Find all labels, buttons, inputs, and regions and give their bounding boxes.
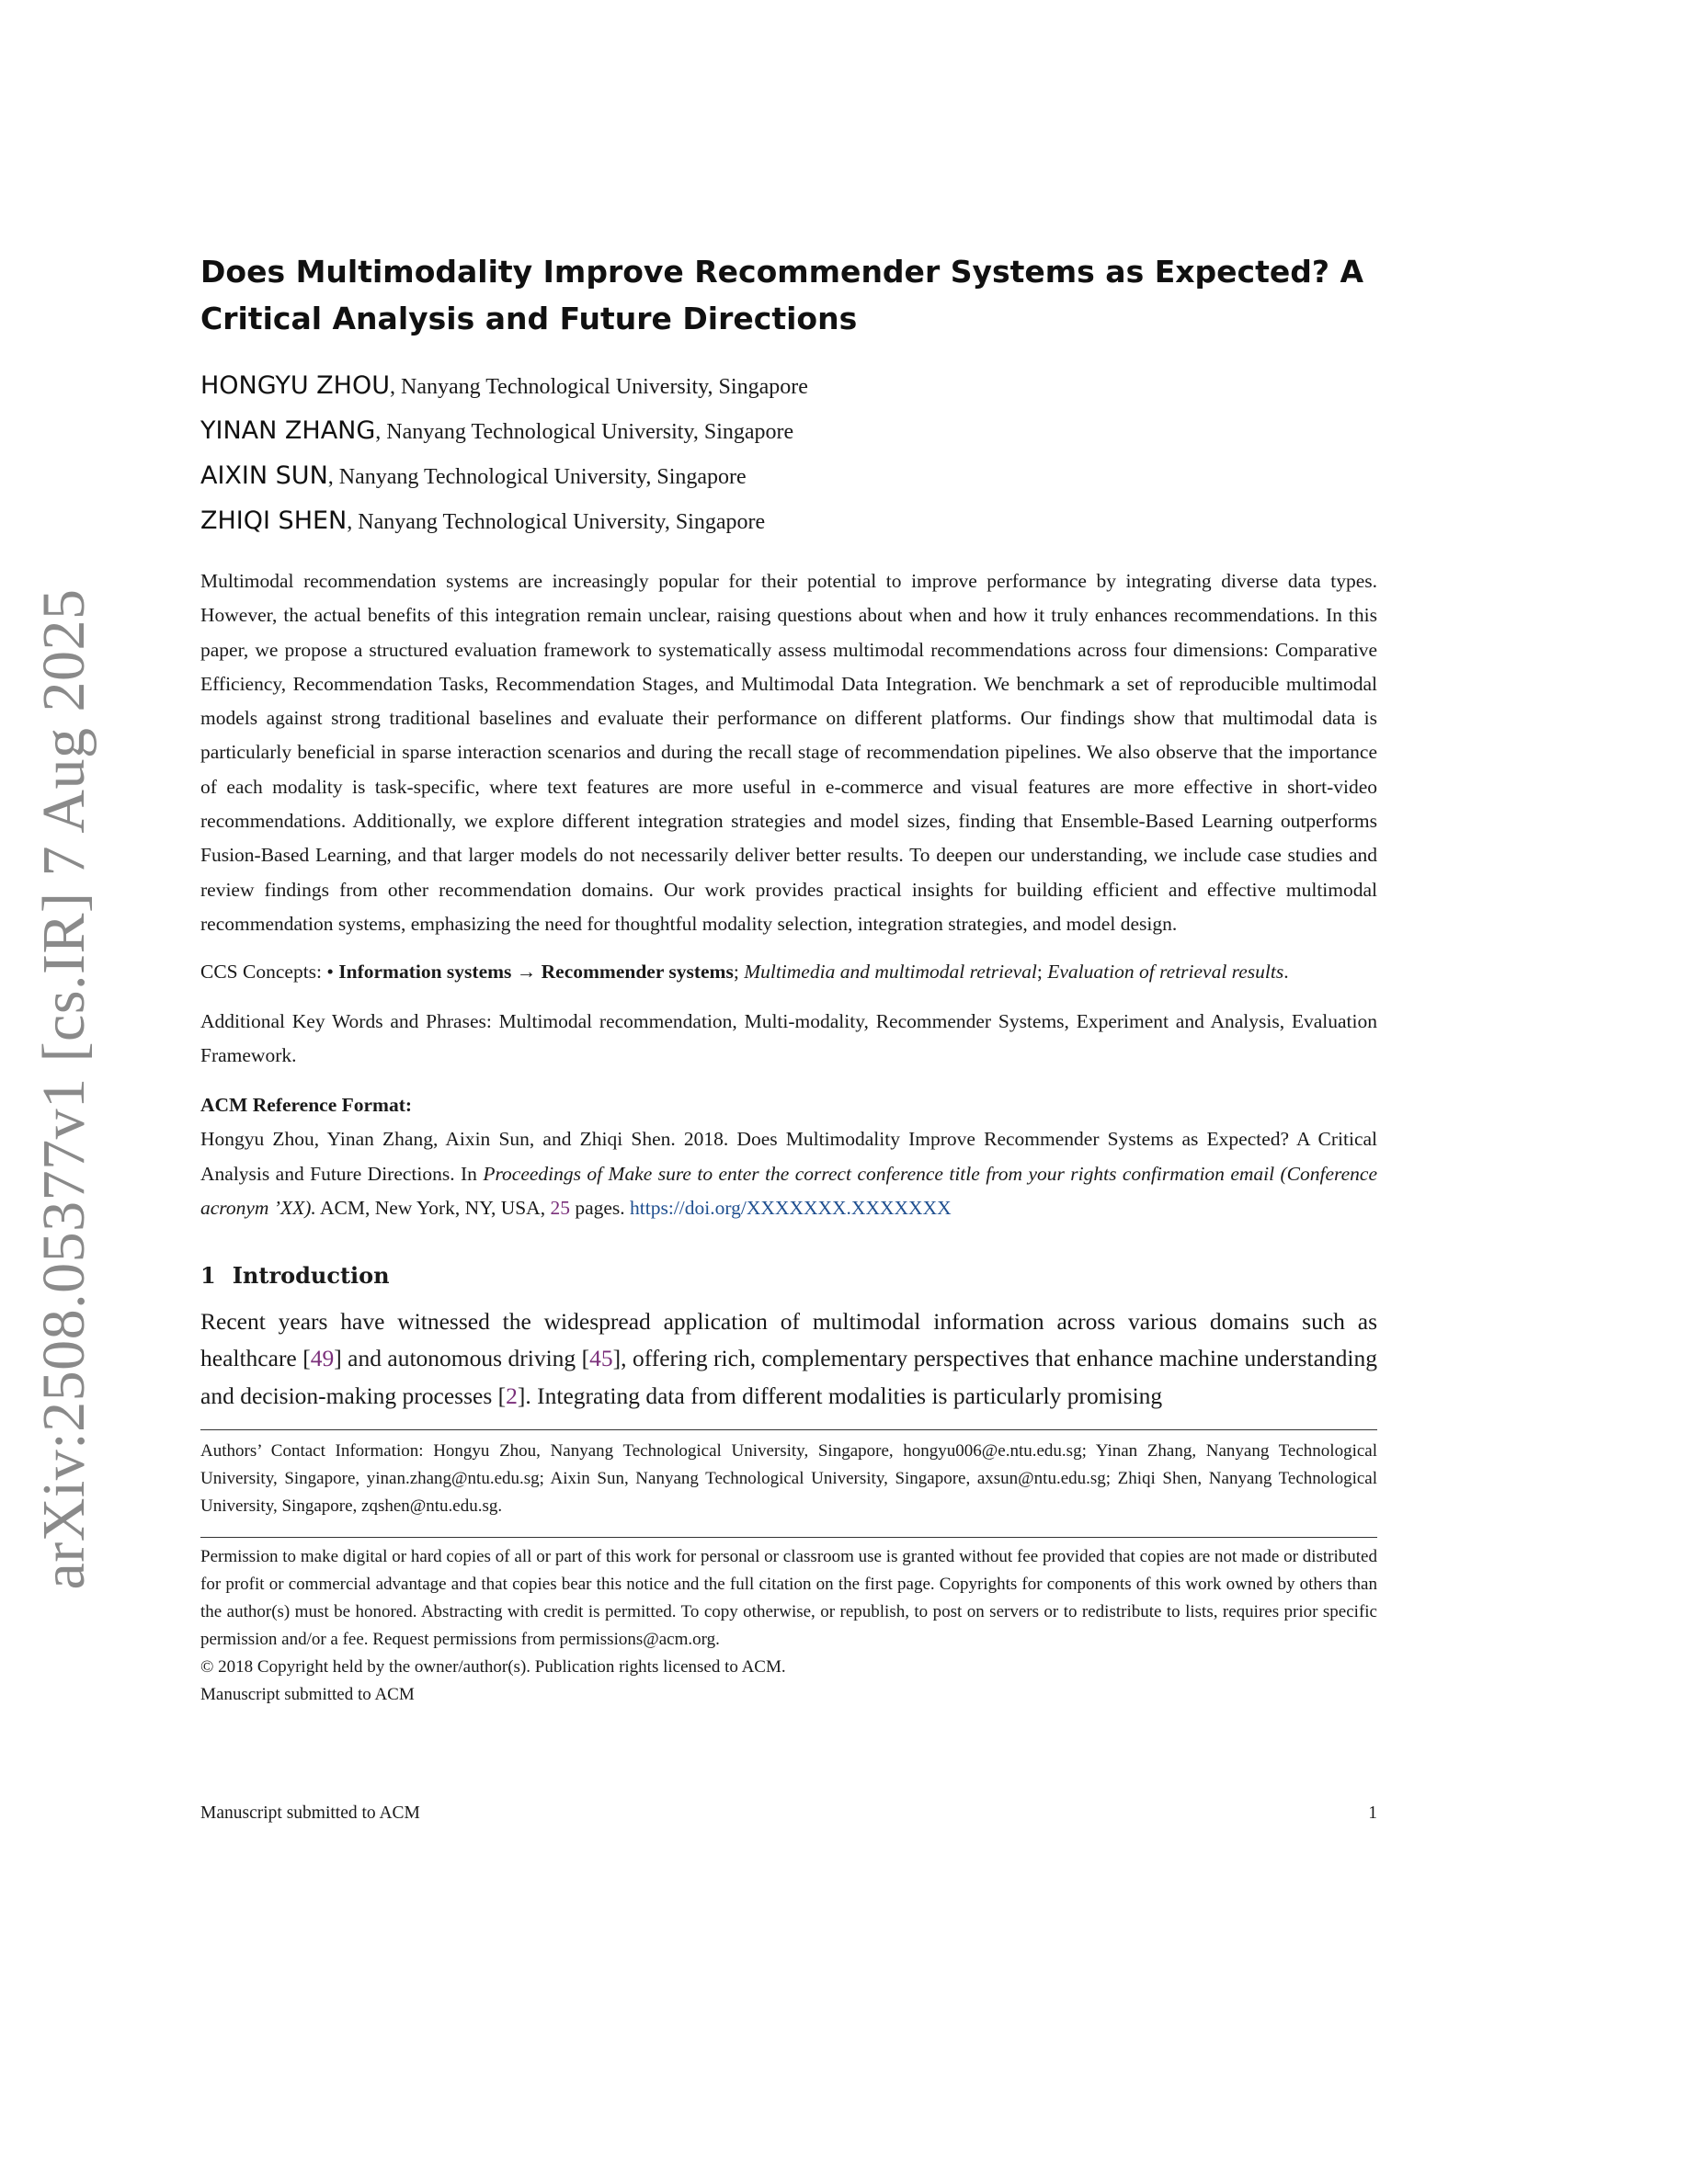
intro-paragraph — [200, 1303, 1377, 1416]
footer-left-text: Manuscript submitted to ACM — [200, 1803, 420, 1823]
footnote-divider — [200, 1537, 1377, 1538]
author-affiliation: , Nanyang Technological University, Singapore — [347, 510, 766, 534]
acm-reference-venue: Proceedings of Make sure to enter the correct conference title from your rights confirmation email (Conference acronym ’XX). — [200, 1162, 1377, 1220]
author-name: HONGYU ZHOU — [200, 371, 390, 400]
ccs-concept-1: Information systems — [338, 961, 512, 984]
ccs-arrow: → — [511, 961, 542, 984]
acm-reference-heading: ACM Reference Format: — [200, 1094, 413, 1117]
doi-link[interactable]: https://doi.org/XXXXXXX.XXXXXXX — [630, 1197, 952, 1220]
ccs-separator: ; — [733, 961, 745, 984]
acm-reference-text: pages. — [569, 1197, 631, 1220]
copyright-line: © 2018 Copyright held by the owner/author(s). Publication rights licensed to ACM. — [200, 1657, 786, 1678]
page-count-link[interactable]: 25 — [550, 1197, 570, 1220]
author-contact-footnote: Authors’ Contact Information: Hongyu Zhou, Nanyang Technological University, Singapore, hongyu006@e.ntu.edu.sg; Yinan Zhang, Nanyang Technological University, Singapore, yinan.zhang@ntu.edu.sg; Aixin Sun, Nanyang Technological University, Singapore, axsun@ntu.edu.sg; Zhiqi Shen, Nanyang Technological University, Singapore, zqshen@ntu.edu.sg. — [200, 1441, 1377, 1517]
arxiv-stamp: arXiv:2508.05377v1 [cs.IR] 7 Aug 2025 — [30, 588, 97, 1590]
citation-link[interactable]: 2 — [506, 1382, 518, 1409]
intro-text: Recent years have witnessed the widespread application of multimodal information across various domains such as healthcare [ — [200, 1307, 1377, 1372]
ccs-end: . — [1283, 961, 1289, 984]
paper-title: Does Multimodality Improve Recommender Systems as Expected? A Critical Analysis and Future Directions — [200, 254, 1364, 336]
author-affiliation: , Nanyang Technological University, Singapore — [327, 465, 747, 489]
intro-text: ], offering rich, complementary perspectives that enhance machine understanding and decision-making processes [ — [200, 1345, 1378, 1409]
section-number: 1 — [200, 1261, 216, 1289]
author-list — [200, 364, 1377, 544]
author-name: YINAN ZHANG — [200, 416, 376, 445]
manuscript-line: Manuscript submitted to ACM — [200, 1685, 415, 1705]
intro-text: ] and autonomous driving [ — [334, 1345, 590, 1372]
keywords: Additional Key Words and Phrases: Multimodal recommendation, Multi-modality, Recommender Systems, Experiment and Analysis, Evaluation Framework. — [200, 1010, 1377, 1067]
author-entry — [200, 364, 1377, 409]
intro-text: ]. Integrating data from different modalities is particularly promising — [517, 1382, 1163, 1409]
author-name: ZHIQI SHEN — [200, 506, 348, 535]
paper-page — [200, 248, 1377, 1709]
acm-reference — [200, 1122, 1377, 1226]
ccs-concept-4: Evaluation of retrieval results — [1047, 961, 1284, 984]
acm-reference-text: Hongyu Zhou, Yinan Zhang, Aixin Sun, and Zhiqi Shen. 2018. Does Multimodality Improve Recommender Systems as Expected? A Critical Analysis and Future Directions. In — [200, 1128, 1377, 1185]
ccs-concept-2: Recommender systems — [541, 961, 734, 984]
ccs-prefix: CCS Concepts: • — [200, 961, 339, 984]
author-name: AIXIN SUN — [200, 461, 328, 490]
author-entry — [200, 409, 1377, 454]
author-affiliation: , Nanyang Technological University, Singapore — [389, 375, 808, 399]
abstract: Multimodal recommendation systems are increasingly popular for their potential to improve performance by integrating diverse data types. However, the actual benefits of this integration remain unclear, raising questions about when and how it truly enhances recommendations. In this paper, we propose a structured evaluation framework to systematically assess multimodal recommendations across four dimensions: Comparative Efficiency, Recommendation Tasks, Recommendation Stages, and Multimodal Data Integration. We benchmark a set of reproducible multimodal models against strong traditional baselines and evaluate their performance on different platforms. Our findings show that multimodal data is particularly beneficial in sparse interaction scenarios and during the recall stage of recommendation pipelines. We also observe that the importance of each modality is task-specific, where text features are more useful in e-commerce and visual features are more effective in short-video recommendations. Additionally, we explore different integration strategies and model sizes, finding that Ensemble-Based Learning outperforms Fusion-Based Learning, and that larger models do not necessarily deliver better results. To deepen our understanding, we include case studies and review findings from other recommendation domains. Our work provides practical insights for building efficient and effective multimodal recommendation systems, emphasizing the need for thoughtful modality selection, integration strategies, and model design. — [200, 570, 1377, 935]
page-footer — [200, 1800, 1377, 1827]
citation-link[interactable]: 49 — [310, 1345, 335, 1372]
section-title: Introduction — [232, 1261, 390, 1289]
acm-reference-text: ACM, New York, NY, USA, — [315, 1197, 551, 1220]
author-entry — [200, 454, 1377, 499]
section-heading — [200, 1259, 1377, 1292]
ccs-concept-3: Multimedia and multimodal retrieval — [744, 961, 1037, 984]
footnote-divider — [200, 1429, 1377, 1430]
ccs-concepts — [200, 955, 1377, 989]
page-number: 1 — [1368, 1803, 1377, 1823]
permission-footnote: Permission to make digital or hard copies of all or part of this work for personal or classroom use is granted without fee provided that copies are not made or distributed for profit or commercial advantage and that copies bear this notice and the full citation on the first page. Copyrights for components of this work owned by others than the author(s) must be honored. Abstracting with credit is permitted. To copy otherwise, or republish, to post on servers or to redistribute to lists, requires prior specific permission and/or a fee. Request permissions from permissions@acm.org. — [200, 1547, 1377, 1650]
ccs-separator: ; — [1036, 961, 1048, 984]
author-entry — [200, 499, 1377, 544]
author-affiliation: , Nanyang Technological University, Singapore — [375, 420, 794, 444]
citation-link[interactable]: 45 — [589, 1345, 613, 1372]
